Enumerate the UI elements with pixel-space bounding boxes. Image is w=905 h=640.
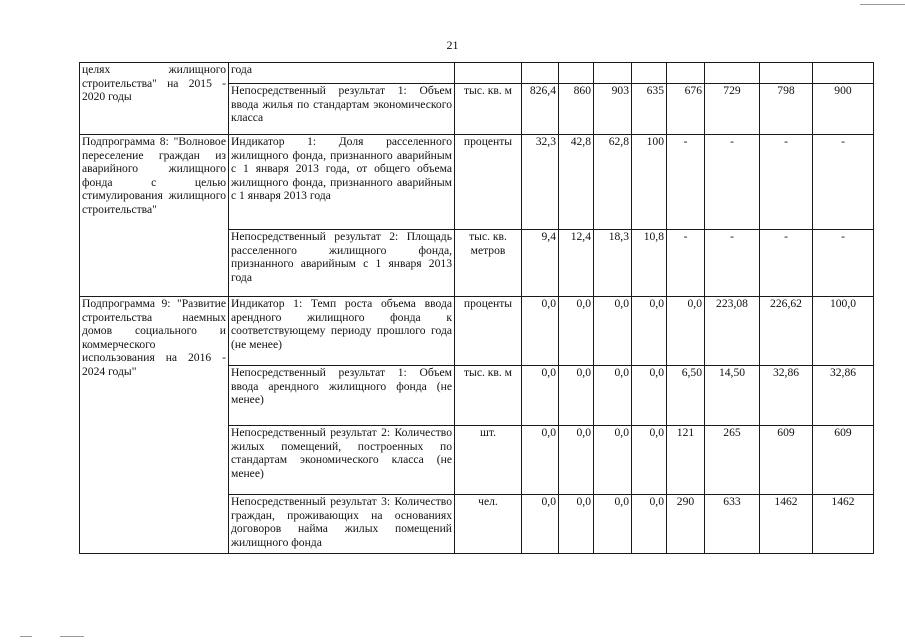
value-cell: -	[705, 135, 760, 230]
value-cell	[667, 63, 705, 84]
value-cell: -	[705, 230, 760, 297]
result-cell: Индикатор 1: Темп роста объема ввода арендного жилищного фонда к соответствующему периоду прошлого года (не менее)	[229, 297, 455, 366]
value-cell: 223,08	[705, 297, 760, 366]
value-cell: 609	[760, 426, 813, 495]
value-cell: -	[667, 135, 705, 230]
value-cell: 0,0	[632, 426, 667, 495]
value-cell: 14,50	[705, 366, 760, 426]
value-cell: -	[813, 230, 874, 297]
result-cell: Непосредственный результат 2: Количество жилых помещений, построенных по стандартам экономического класса (не менее)	[229, 426, 455, 495]
unit-cell: чел.	[455, 495, 522, 554]
unit-cell: тыс. кв. м	[455, 366, 522, 426]
value-cell: 0,0	[632, 297, 667, 366]
result-cell: Индикатор 1: Доля расселенного жилищного фонда, признанного аварийным с 1 января 2013 года, от общего объема жилищного фонда, признанного аварийным с 1 января 2013 года	[229, 135, 455, 230]
value-cell	[522, 63, 559, 84]
value-cell: 32,86	[813, 366, 874, 426]
value-cell: 860	[559, 84, 594, 135]
value-cell: 0,0	[594, 297, 632, 366]
value-cell: 1462	[813, 495, 874, 554]
value-cell: 290	[667, 495, 705, 554]
value-cell: -	[760, 230, 813, 297]
value-cell: 0,0	[594, 366, 632, 426]
value-cell: 1462	[760, 495, 813, 554]
value-cell: 0,0	[522, 495, 559, 554]
value-cell: 62,8	[594, 135, 632, 230]
value-cell: 0,0	[522, 366, 559, 426]
scan-edge-mark	[860, 4, 905, 5]
value-cell: 18,3	[594, 230, 632, 297]
value-cell: 0,0	[594, 495, 632, 554]
scan-edge-mark	[20, 636, 32, 637]
value-cell	[632, 63, 667, 84]
program-cell: Подпрограмма 8: "Волновое переселение граждан из аварийного жилищного фонда с целью стимулирования жилищного строительства"	[80, 135, 229, 297]
value-cell	[760, 63, 813, 84]
unit-cell: проценты	[455, 297, 522, 366]
value-cell: 42,8	[559, 135, 594, 230]
value-cell: -	[813, 135, 874, 230]
value-cell: 226,62	[760, 297, 813, 366]
value-cell: 0,0	[559, 297, 594, 366]
value-cell: -	[760, 135, 813, 230]
unit-cell: тыс. кв. м	[455, 84, 522, 135]
value-cell: 609	[813, 426, 874, 495]
program-cell: целях жилищного строительства" на 2015 - 2020 годы	[80, 63, 229, 135]
value-cell: 0,0	[632, 366, 667, 426]
value-cell: 0,0	[632, 495, 667, 554]
table-row	[80, 63, 874, 84]
result-cell: Непосредственный результат 1: Объем ввода жилья по стандартам экономического класса	[229, 84, 455, 135]
value-cell: 0,0	[559, 495, 594, 554]
unit-cell: тыс. кв. метров	[455, 230, 522, 297]
value-cell: -	[667, 230, 705, 297]
value-cell: 32,86	[760, 366, 813, 426]
value-cell: 121	[667, 426, 705, 495]
value-cell: 676	[667, 84, 705, 135]
table-row	[80, 297, 874, 366]
value-cell: 826,4	[522, 84, 559, 135]
value-cell: 0,0	[522, 297, 559, 366]
scan-edge-mark	[60, 636, 84, 637]
result-cell: Непосредственный результат 1: Объем ввода арендного жилищного фонда (не менее)	[229, 366, 455, 426]
result-cell: Непосредственный результат 2: Площадь расселенного жилищного фонда, признанного аварийным с 1 января 2013 года	[229, 230, 455, 297]
unit-cell: шт.	[455, 426, 522, 495]
value-cell: 32,3	[522, 135, 559, 230]
value-cell	[594, 63, 632, 84]
value-cell: 729	[705, 84, 760, 135]
value-cell: 12,4	[559, 230, 594, 297]
value-cell	[813, 63, 874, 84]
indicators-table	[79, 62, 874, 554]
unit-cell	[455, 63, 522, 84]
program-cell: Подпрограмма 9: "Развитие строительства наемных домов социального и коммерческого использования на 2016 - 2024 годы"	[80, 297, 229, 554]
value-cell: 0,0	[559, 426, 594, 495]
value-cell: 0,0	[594, 426, 632, 495]
value-cell: 0,0	[522, 426, 559, 495]
value-cell: 798	[760, 84, 813, 135]
table-body	[80, 63, 874, 554]
value-cell: 265	[705, 426, 760, 495]
value-cell	[705, 63, 760, 84]
value-cell: 633	[705, 495, 760, 554]
value-cell: 9,4	[522, 230, 559, 297]
unit-cell: проценты	[455, 135, 522, 230]
page-number: 21	[446, 38, 459, 52]
value-cell: 903	[594, 84, 632, 135]
result-cell: года	[229, 63, 455, 84]
value-cell: 635	[632, 84, 667, 135]
value-cell	[559, 63, 594, 84]
table-row	[80, 135, 874, 230]
value-cell: 100,0	[813, 297, 874, 366]
value-cell: 100	[632, 135, 667, 230]
value-cell: 10,8	[632, 230, 667, 297]
value-cell: 0,0	[667, 297, 705, 366]
value-cell: 0,0	[559, 366, 594, 426]
value-cell: 6,50	[667, 366, 705, 426]
result-cell: Непосредственный результат 3: Количество граждан, проживающих на основаниях договоров найма жилых помещений жилищного фонда	[229, 495, 455, 554]
value-cell: 900	[813, 84, 874, 135]
